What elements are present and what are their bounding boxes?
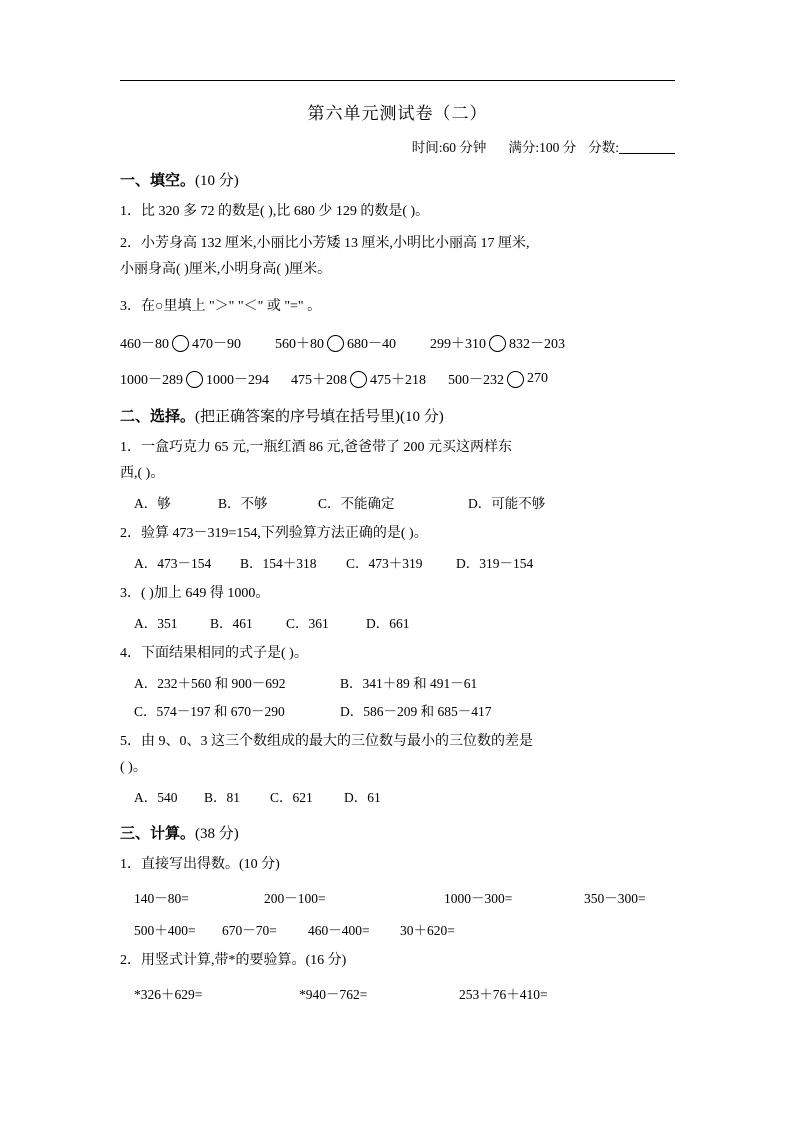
oral-calc-row-1 bbox=[120, 887, 680, 907]
question-3-2 bbox=[120, 950, 680, 971]
calc-item[interactable]: 500＋400= bbox=[134, 923, 196, 938]
compare-circle[interactable] bbox=[327, 335, 344, 352]
option-a[interactable]: A．够 bbox=[134, 496, 171, 511]
option-b[interactable]: B．81 bbox=[204, 790, 241, 805]
calc-item[interactable]: 350－300= bbox=[584, 891, 646, 906]
vertical-calc-row-1 bbox=[120, 983, 680, 1003]
calc-item[interactable]: 253＋76＋410= bbox=[459, 987, 548, 1002]
compare-left: 475＋208 bbox=[291, 373, 347, 388]
compare-left: 1000－289 bbox=[120, 373, 183, 388]
option-a[interactable]: A．540 bbox=[134, 790, 178, 805]
option-d[interactable]: D．586－209 和 685－417 bbox=[340, 704, 492, 719]
calc-item[interactable]: 670－70= bbox=[222, 923, 277, 938]
compare-left: 560＋80 bbox=[275, 337, 324, 352]
question-2-2: 2．验算 473－319=154,下列验算方法正确的是( )。 bbox=[120, 526, 428, 541]
question-2-5: 5．由 9、0、3 这三个数组成的最大的三位数与最小的三位数的差是 bbox=[120, 734, 533, 749]
option-b[interactable]: B．154＋318 bbox=[240, 556, 317, 571]
header-divider bbox=[120, 80, 675, 81]
compare-right: 475＋218 bbox=[370, 373, 426, 388]
question-2-3-options bbox=[120, 612, 680, 632]
question-2-1-cont: 西,( )。 bbox=[120, 466, 165, 481]
exam-meta bbox=[120, 136, 675, 156]
question-1-1: 1．比 320 多 72 的数是( ),比 680 少 129 的数是( )。 bbox=[120, 204, 430, 219]
section-2-title: 二、选择。 bbox=[120, 409, 196, 425]
section-heading-1 bbox=[120, 169, 675, 190]
question-1-3: 3．在○里填上 "＞" "＜" 或 "=" 。 bbox=[120, 299, 322, 314]
option-d[interactable]: D．可能不够 bbox=[468, 496, 546, 511]
question-3-2-title: 2．用竖式计算,带*的要验算。 bbox=[120, 953, 306, 968]
question-3-1-points: (10 分) bbox=[239, 857, 280, 872]
question-3-2-points: (16 分) bbox=[305, 953, 347, 968]
page-title: 第六单元测试卷（二） bbox=[307, 104, 488, 123]
compare-item bbox=[430, 333, 565, 353]
compare-item bbox=[120, 333, 241, 353]
compare-circle[interactable] bbox=[186, 371, 203, 388]
section-1-points: (10 分) bbox=[195, 173, 239, 189]
compare-left: 500－232 bbox=[448, 373, 504, 388]
calc-item[interactable]: *940－762= bbox=[299, 987, 368, 1002]
compare-circle[interactable] bbox=[172, 335, 189, 352]
question-3-1-title: 1．直接写出得数。 bbox=[120, 857, 239, 872]
question-2-4-options-row2 bbox=[120, 700, 680, 720]
option-c[interactable]: C．361 bbox=[286, 616, 329, 631]
question-2-4: 4．下面结果相同的式子是( )。 bbox=[120, 646, 308, 661]
calc-item[interactable]: 1000－300= bbox=[444, 891, 513, 906]
score-blank[interactable] bbox=[619, 153, 675, 154]
question-2-1: 1．一盒巧克力 65 元,一瓶红酒 86 元,爸爸带了 200 元买这两样东 bbox=[120, 440, 512, 455]
question-2-2-options bbox=[120, 552, 680, 572]
calc-item[interactable]: 140－80= bbox=[134, 891, 189, 906]
option-b[interactable]: B．461 bbox=[210, 616, 253, 631]
calc-item[interactable]: 30＋620= bbox=[400, 923, 455, 938]
compare-circle[interactable] bbox=[350, 371, 367, 388]
exam-score-label: 分数: bbox=[588, 140, 619, 155]
compare-circle[interactable] bbox=[489, 335, 506, 352]
option-b[interactable]: B．341＋89 和 491－61 bbox=[340, 676, 478, 691]
compare-item bbox=[448, 369, 548, 389]
option-c[interactable]: C．不能确定 bbox=[318, 496, 395, 511]
option-c[interactable]: C．621 bbox=[270, 790, 313, 805]
question-2-5-cont: ( )。 bbox=[120, 760, 147, 775]
compare-circle[interactable] bbox=[507, 371, 524, 388]
option-d[interactable]: D．319－154 bbox=[456, 556, 534, 571]
calc-item[interactable]: 460－400= bbox=[308, 923, 370, 938]
question-2-1-options bbox=[120, 492, 680, 512]
exam-time: 时间:60 分钟 bbox=[411, 140, 487, 155]
calc-item[interactable]: *326＋629= bbox=[134, 987, 203, 1002]
question-1-2: 2．小芳身高 132 厘米,小丽比小芳矮 13 厘米,小明比小丽高 17 厘米, bbox=[120, 236, 530, 251]
option-b[interactable]: B．不够 bbox=[218, 496, 268, 511]
compare-right: 832－203 bbox=[509, 337, 565, 352]
compare-row-2 bbox=[120, 369, 680, 389]
section-heading-3 bbox=[120, 822, 675, 843]
compare-item bbox=[275, 333, 396, 353]
compare-left: 299＋310 bbox=[430, 337, 486, 352]
option-d[interactable]: D．61 bbox=[344, 790, 381, 805]
option-a[interactable]: A．232＋560 和 900－692 bbox=[134, 676, 286, 691]
section-1-title: 一、填空。 bbox=[120, 173, 196, 189]
option-c[interactable]: C．574－197 和 670－290 bbox=[134, 704, 285, 719]
question-2-3: 3．( )加上 649 得 1000。 bbox=[120, 586, 270, 601]
compare-row-1 bbox=[120, 333, 680, 353]
calc-item[interactable]: 200－100= bbox=[264, 891, 326, 906]
compare-right: 680－40 bbox=[347, 337, 396, 352]
compare-item bbox=[291, 369, 426, 389]
section-3-points: (38 分) bbox=[195, 826, 239, 842]
compare-right: 270 bbox=[527, 371, 548, 386]
section-3-title: 三、计算。 bbox=[120, 826, 196, 842]
question-2-4-options-row1 bbox=[120, 672, 680, 692]
compare-left: 460－80 bbox=[120, 337, 169, 352]
question-2-5-options bbox=[120, 786, 680, 806]
section-2-points: (把正确答案的序号填在括号里)(10 分) bbox=[195, 409, 444, 425]
option-a[interactable]: A．351 bbox=[134, 616, 178, 631]
option-c[interactable]: C．473＋319 bbox=[346, 556, 423, 571]
option-a[interactable]: A．473－154 bbox=[134, 556, 212, 571]
section-heading-2 bbox=[120, 405, 675, 426]
oral-calc-row-2 bbox=[120, 919, 680, 939]
question-3-1 bbox=[120, 854, 680, 875]
compare-item bbox=[120, 369, 269, 389]
exam-full-score: 满分:100 分 bbox=[508, 140, 577, 155]
compare-right: 1000－294 bbox=[206, 373, 269, 388]
option-d[interactable]: D．661 bbox=[366, 616, 410, 631]
compare-right: 470－90 bbox=[192, 337, 241, 352]
question-1-2-cont: 小丽身高( )厘米,小明身高( )厘米。 bbox=[120, 262, 332, 277]
